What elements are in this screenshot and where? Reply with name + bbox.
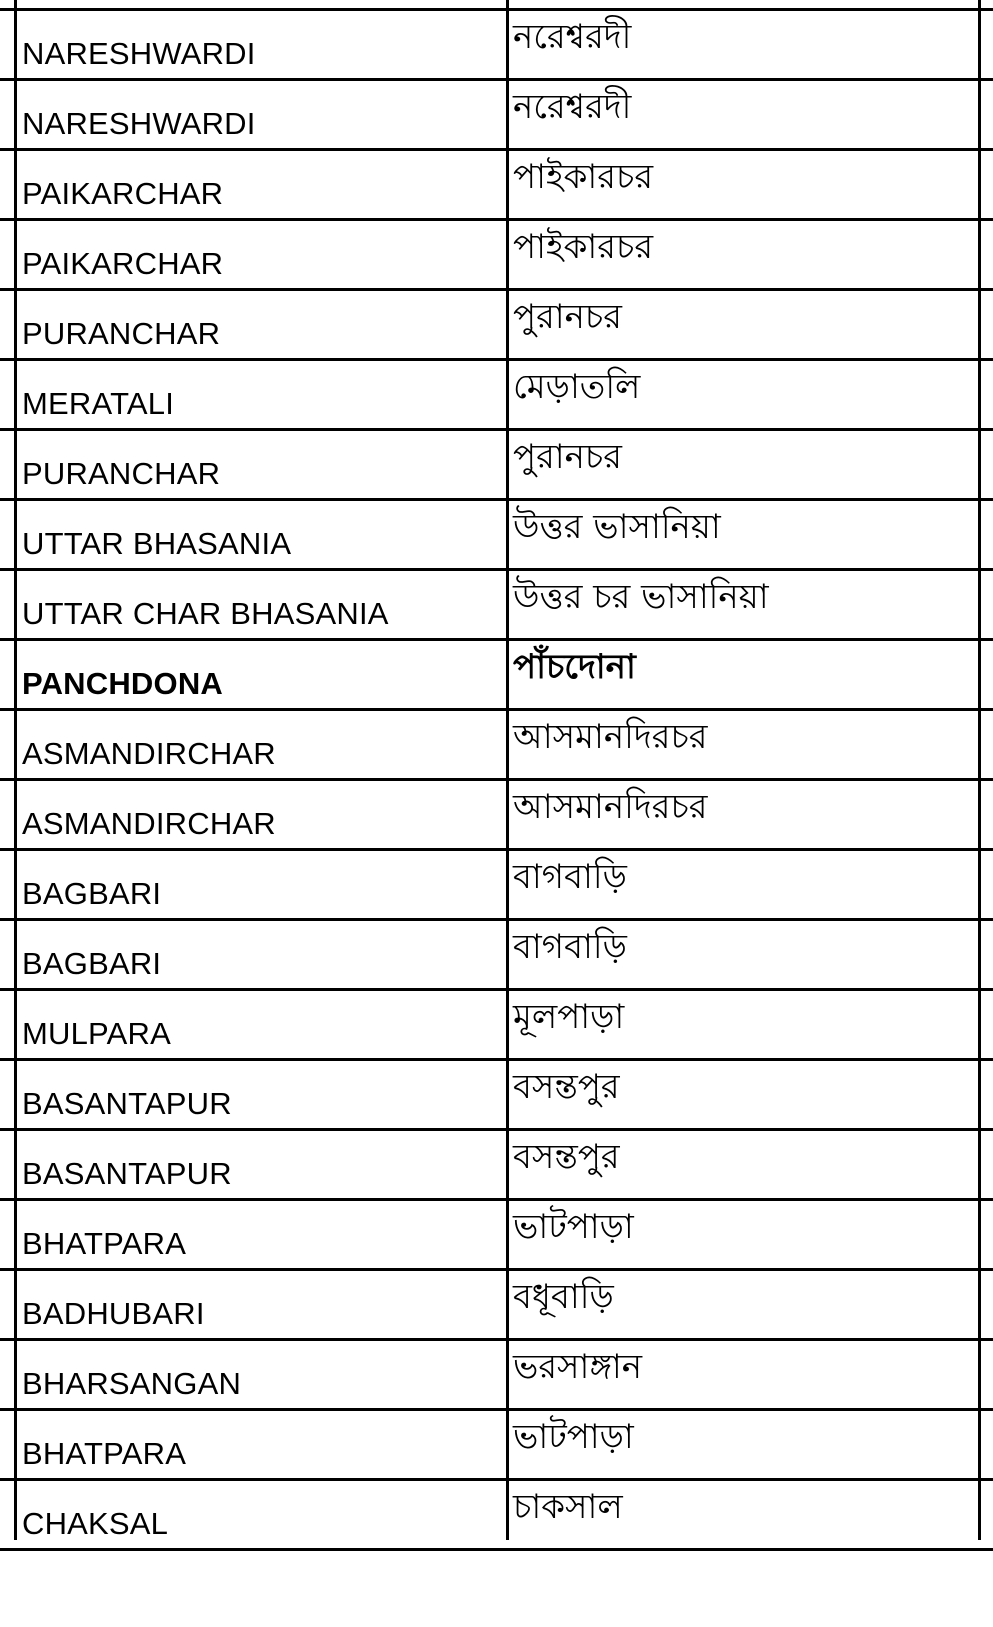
english-name-cell: PAIKARCHAR xyxy=(22,176,224,211)
table-row xyxy=(0,781,993,851)
bengali-name-cell: আসমানদিরচর xyxy=(513,787,708,827)
english-name-cell: CHAKSAL xyxy=(22,1506,169,1541)
english-name-cell: ASMANDIRCHAR xyxy=(22,736,276,771)
bengali-name-cell: ভরসাঙ্গান xyxy=(513,1347,643,1387)
table-row xyxy=(0,361,993,431)
english-name-cell: BHATPARA xyxy=(22,1436,187,1471)
bengali-name-cell: পাইকারচর xyxy=(513,227,654,267)
bengali-name-cell: চাকসাল xyxy=(513,1487,623,1527)
table-row xyxy=(0,1481,993,1551)
table-row xyxy=(0,711,993,781)
bengali-name-cell: আসমানদিরচর xyxy=(513,717,708,757)
english-name-cell: MULPARA xyxy=(22,1016,171,1051)
table-row xyxy=(0,501,993,571)
bengali-name-cell: ভাটপাড়া xyxy=(513,1207,634,1247)
english-name-cell: BAGBARI xyxy=(22,946,162,981)
english-name-cell: BADHUBARI xyxy=(22,1296,205,1331)
table-row xyxy=(0,571,993,641)
table-row xyxy=(0,641,993,711)
english-name-cell: PURANCHAR xyxy=(22,316,221,351)
table-row xyxy=(0,1411,993,1481)
english-name-cell: BASANTAPUR xyxy=(22,1086,232,1121)
table-row xyxy=(0,291,993,361)
bengali-name-cell: পাঁচদোনা xyxy=(513,647,636,687)
bengali-name-cell: মূলপাড়া xyxy=(513,997,625,1037)
english-name-cell: ASMANDIRCHAR xyxy=(22,806,276,841)
english-name-cell: BAGBARI xyxy=(22,876,162,911)
table-row xyxy=(0,851,993,921)
bengali-name-cell: বসন্তপুর xyxy=(513,1137,620,1177)
bengali-name-cell: পুরানচর xyxy=(513,297,622,337)
english-name-cell: PANCHDONA xyxy=(22,666,223,701)
bengali-name-cell: উত্তর ভাসানিয়া xyxy=(513,507,721,547)
bengali-name-cell: পুরানচর xyxy=(513,437,622,477)
english-name-cell: PAIKARCHAR xyxy=(22,246,224,281)
table-row xyxy=(0,81,993,151)
english-name-cell: BASANTAPUR xyxy=(22,1156,232,1191)
bengali-name-cell: ভাটপাড়া xyxy=(513,1417,634,1457)
bengali-name-cell: নরেশ্বরদী xyxy=(513,87,632,127)
english-name-cell: UTTAR CHAR BHASANIA xyxy=(22,596,389,631)
table-row xyxy=(0,1341,993,1411)
table-row xyxy=(0,151,993,221)
bengali-name-cell: নরেশ্বরদী xyxy=(513,17,632,57)
english-name-cell: BHARSANGAN xyxy=(22,1366,242,1401)
bengali-name-cell: বাগবাড়ি xyxy=(513,927,627,967)
table-row xyxy=(0,991,993,1061)
table-row xyxy=(0,1061,993,1131)
table-row xyxy=(0,11,993,81)
table-row xyxy=(0,1201,993,1271)
table-row xyxy=(0,1271,993,1341)
table-row xyxy=(0,1131,993,1201)
table-row xyxy=(0,431,993,501)
table-row xyxy=(0,921,993,991)
english-name-cell: NARESHWARDI xyxy=(22,106,256,141)
bengali-name-cell: উত্তর চর ভাসানিয়া xyxy=(513,577,769,617)
bengali-name-cell: বসন্তপুর xyxy=(513,1067,620,1107)
english-name-cell: UTTAR BHASANIA xyxy=(22,526,292,561)
english-name-cell: NARESHWARDI xyxy=(22,36,256,71)
bengali-name-cell: পাইকারচর xyxy=(513,157,654,197)
english-name-cell: PURANCHAR xyxy=(22,456,221,491)
table-row xyxy=(0,221,993,291)
english-name-cell: MERATALI xyxy=(22,386,175,421)
bengali-name-cell: বাগবাড়ি xyxy=(513,857,627,897)
english-name-cell: BHATPARA xyxy=(22,1226,187,1261)
bengali-name-cell: মেড়াতলি xyxy=(513,367,641,407)
bengali-name-cell: বধূবাড়ি xyxy=(513,1277,614,1317)
